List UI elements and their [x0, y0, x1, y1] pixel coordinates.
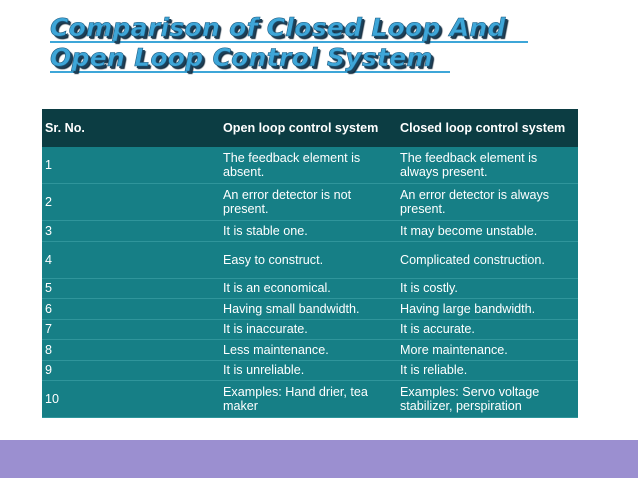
cell-sr-no: 2: [42, 184, 220, 221]
cell-open-loop: It is stable one.: [220, 221, 397, 241]
cell-open-loop: An error detector is not present.: [220, 184, 397, 221]
cell-closed-loop: More maintenance.: [397, 340, 578, 360]
header-sr-no: Sr. No.: [42, 109, 220, 147]
cell-sr-no: 5: [42, 278, 220, 298]
cell-closed-loop: The feedback element is always present.: [397, 147, 578, 184]
slide-title-line-1: Comparison of Closed Loop And: [50, 14, 528, 43]
cell-closed-loop: It may become unstable.: [397, 221, 578, 241]
cell-closed-loop: It is costly.: [397, 278, 578, 298]
table-row: [42, 360, 578, 380]
table-row: [42, 319, 578, 339]
cell-sr-no: 9: [42, 360, 220, 380]
cell-sr-no: 1: [42, 147, 220, 184]
cell-sr-no: 6: [42, 299, 220, 319]
comparison-table: [42, 109, 578, 418]
cell-open-loop: Easy to construct.: [220, 241, 397, 278]
cell-sr-no: 7: [42, 319, 220, 339]
slide-title: [50, 14, 528, 73]
cell-sr-no: 4: [42, 241, 220, 278]
footer-band: [0, 440, 638, 478]
table-row: [42, 381, 578, 418]
table-row: [42, 241, 578, 278]
cell-open-loop: It is inaccurate.: [220, 319, 397, 339]
cell-open-loop: It is unreliable.: [220, 360, 397, 380]
cell-open-loop: Examples: Hand drier, tea maker: [220, 381, 397, 418]
table-row: [42, 184, 578, 221]
comparison-table-container: [42, 109, 578, 418]
cell-closed-loop: It is accurate.: [397, 319, 578, 339]
cell-open-loop: It is an economical.: [220, 278, 397, 298]
cell-closed-loop: Examples: Servo voltage stabilizer, perspiration: [397, 381, 578, 418]
slide-title-line-2: Open Loop Control System: [50, 44, 450, 73]
cell-open-loop: Having small bandwidth.: [220, 299, 397, 319]
cell-sr-no: 3: [42, 221, 220, 241]
table-header-row: [42, 109, 578, 147]
cell-closed-loop: Having large bandwidth.: [397, 299, 578, 319]
cell-open-loop: The feedback element is absent.: [220, 147, 397, 184]
table-row: [42, 340, 578, 360]
table-row: [42, 147, 578, 184]
cell-sr-no: 10: [42, 381, 220, 418]
header-open-loop: Open loop control system: [220, 109, 397, 147]
table-row: [42, 221, 578, 241]
cell-open-loop: Less maintenance.: [220, 340, 397, 360]
cell-sr-no: 8: [42, 340, 220, 360]
cell-closed-loop: It is reliable.: [397, 360, 578, 380]
table-row: [42, 278, 578, 298]
table-row: [42, 299, 578, 319]
cell-closed-loop: Complicated construction.: [397, 241, 578, 278]
header-closed-loop: Closed loop control system: [397, 109, 578, 147]
cell-closed-loop: An error detector is always present.: [397, 184, 578, 221]
